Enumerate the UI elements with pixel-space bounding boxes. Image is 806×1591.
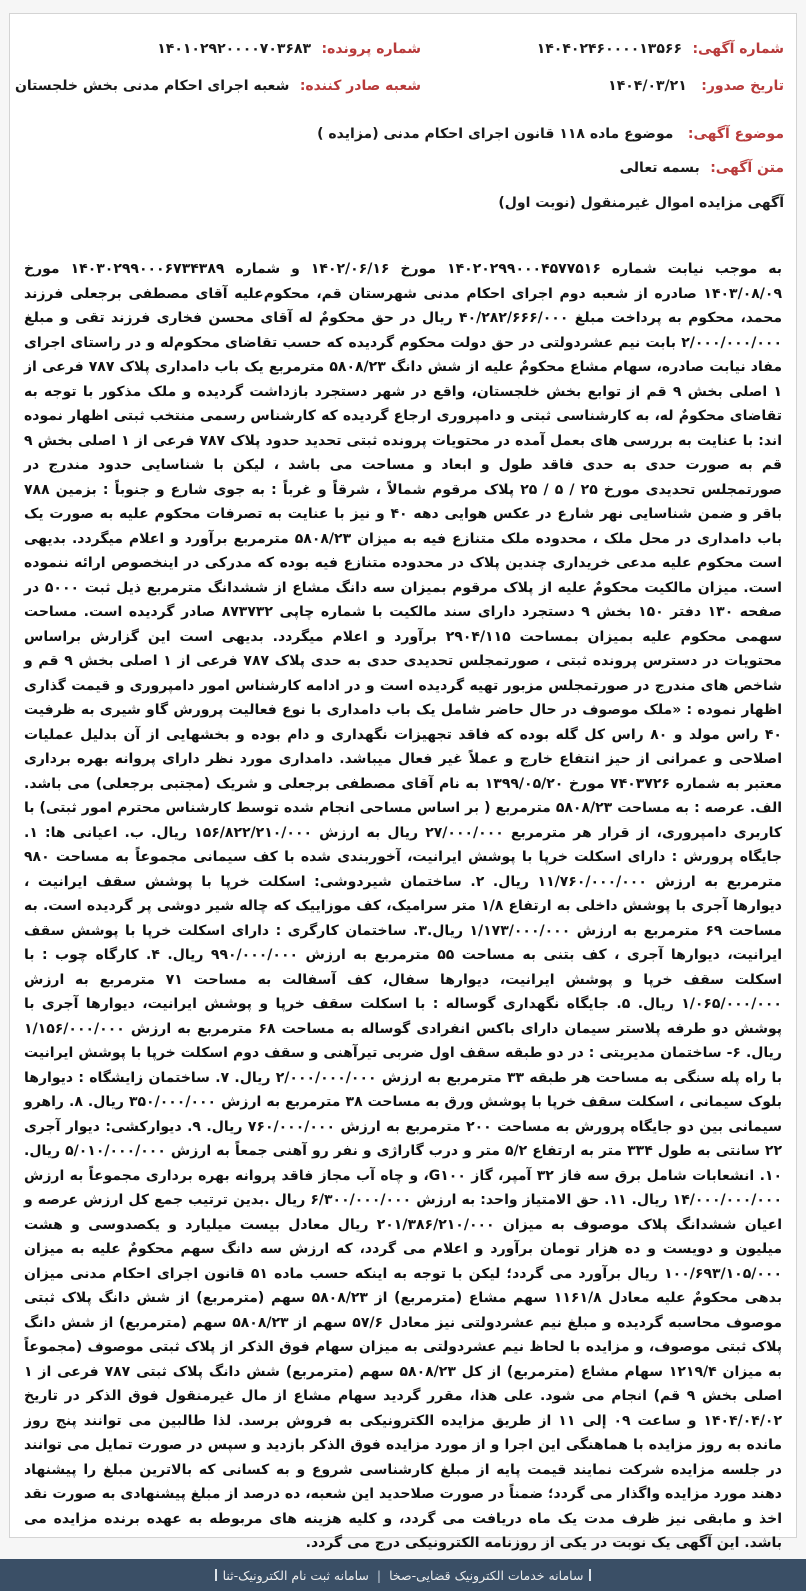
divider-bar-icon [215,1569,217,1581]
footer-link-sakha[interactable]: سامانه خدمات الکترونیک قضایی-صخا [389,1567,584,1583]
text-intro: بسمه تعالی [619,160,700,176]
issue-date-label: تاریخ صدور: [701,78,784,94]
divider-bar-icon [589,1569,591,1581]
announcement-body: به موجب نیابت شماره ۱۴۰۲۰۲۹۹۰۰۰۴۵۷۷۵۱۶ مورخ ۱۴۰۲/۰۶/۱۶ و شماره ۱۴۰۳۰۲۹۹۰۰۰۶۷۳۴۳۸۹ مورخ ۱۴۰۳/۰۸/۰۹ صادره از شعبه دوم اجرای احکام مدنی شهرستان قم، محکوم‌علیه آقای مصطفی برجعلی فرزند محمد، محکوم به پرداخت مبلغ ۴۰/۲۸۲/۶۶۶/۰۰۰ ریال در حق محکومٌ له آقای محسن فخاری فرزند تقی و مبلغ ۲/۰۰۰/۰۰۰/۰۰۰ بابت نیم عشردولتی در حق دولت محکوم گردیده که حسب تقاضای محکوم‌له و در راستای اجرای مفاد نیابت صادره، سهام مشاع محکومٌ علیه از شش دانگ ۵۸۰۸/۲۳ مترمربع یک باب دامداری پلاک ۷۸۷ فرعی از ۱ اصلی بخش ۹ قم از توابع بخش خلجستان، واقع در شهر دستجرد بازداشت گردیده و ملک مذکور با توجه به تقاضای محکومٌ له، به کارشناسی ثبتی و دامپروری ارجاع گردیده که کارشناس رسمی منتخب ثبتی اظهار نموده اند: با عنایت به بررسی های بعمل آمده در محتویات پرونده ثبتی تحدید حدود پلاک ۷۸۷ فرعی از ۱ اصلی بخش ۹ قم به صورت حدی به حدی فاقد طول و ابعاد و مساحت می باشد ، لیکن با شناسایی حدود مندرج در صورتمجلس تحدیدی مورخ ۲۵ / ۵ / ۲۵ پلاک مرقوم شمالاً ، شرقاً و غرباً : به جوی شارع و جنوباً : بزمین ۷۸۸ باقر و ضمن شناسایی نهر شارع در عکس هوایی دهه ۴۰ و نیز با عنایت به تصرفات محکوم علیه به صورت یک باب دامداری در محل ملک ، محدوده ملک متنازع فیه به میزان ۵۸۰۸/۲۳ مترمربع برآورد و اعلام میگردد. بدیهی است محکوم علیه مدعی خریداری چندین پلاک در محدوده متنازع فیه بوده که مدرکی در اینخصوص ارائه ننموده است. میزان مالکیت محکومٌ علیه از پلاک مرقوم بمیزان سه دانگ مشاع از ششدانگ مترمربع ذیل ثبت ۵۰۰۰ در صفحه ۱۳۰ دفتر ۱۵۰ بخش ۹ دستجرد دارای سند مالکیت با شماره چاپی ۸۷۳۷۳۲ صادر گردیده است. مساحت سهمی محکوم علیه بمیزان بمساحت ۲۹۰۴/۱۱۵ برآورد و اعلام میگردد. بدیهی است این گزارش براساس محتویات در دسترس پرونده ثبتی ، صورتمجلس تحدیدی حدی به حدی پلاک ۷۸۷ فرعی از ۱ اصلی بخش ۹ قم و شاخص های مندرج در صورتمجلس مزبور تهیه گردیده است و در ادامه کارشناس امور دامپروری و قیمت گذاری اظهار نموده : «ملک موصوف در حال حاضر شامل یک باب دامداری با نوع فعالیت پرورش گاو شیری به ظرفیت ۴۰ راس مولد و ۸۰ راس کل گله بوده که فاقد تجهیزات نگهداری و دام بوده و بخشهایی از آن بدلیل عملیات اصلاحی و عمرانی از حیز انتفاع خارج و عملاً غیر فعال میباشد. دامداری مورد نظر دارای پروانه بهره برداری معتبر به شماره ۷۴۰۳۷۲۶ مورخ ۱۳۹۹/۰۵/۲۰ به نام آقای مصطفی برجعلی و شریک (مجتبی برجعلی) می باشد. الف. عرصه : به مساحت ۵۸۰۸/۲۳ مترمربع ( بر اساس مساحی انجام شده توسط کارشناس محترم امور ثبتی) با کاربری دامپروری، از قرار هر مترمربع ۲۷/۰۰۰/۰۰۰ ریال به ارزش ۱۵۶/۸۲۲/۲۱۰/۰۰۰ ریال. ب. اعیانی ها: ۱. جایگاه پرورش : دارای اسکلت خرپا با پوشش ایرانیت، آخوربندی شده با کف سیمانی مجموعاً به مساحت ۹۸۰ مترمربع به ارزش ۱۱/۷۶۰/۰۰۰/۰۰۰ ریال. ۲. ساختمان شیردوشی: اسکلت خرپا با پوشش سقف ایرانیت ، دیوارها آجری با پوشش داخلی به ارتفاع ۱/۸ متر سرامیک، کف موزاییک که چاله شیر دوشی پر گردیده است. به مساحت ۶۹ مترمربع به ارزش ۱/۱۷۳/۰۰۰/۰۰۰ ریال.۳. ساختمان کارگری : دارای اسکلت خرپا با پوشش سقف ایرانیت، دیوارها آجری ، کف بتنی به مساحت ۵۵ مترمربع به ارزش ۹۹۰/۰۰۰/۰۰۰ ریال. ۴. کارگاه چوب : با اسکلت سقف خرپا و پوشش ایرانیت، دیوارها سفال، کف آسفالت به مساحت ۷۱ مترمربع به ارزش ۱/۰۶۵/۰۰۰/۰۰۰ ریال. ۵. جایگاه نگهداری گوساله : با اسکلت سقف خرپا و پوشش ایرانیت، دیوارها آجری با پوشش دو طرفه پلاستر سیمان دارای باکس انفرادی گوساله به مساحت ۶۸ مترمربع به ارزش ۱/۱۵۶/۰۰۰/۰۰۰ ریال. ۶- ساختمان مدیریتی : در دو طبقه سقف اول ضربی تیرآهنی و سقف دوم اسکلت خرپا با پوشش ایرانیت با راه پله سنگی به مساحت هر طبقه ۳۳ مترمربع به ارزش ۲/۰۰۰/۰۰۰/۰۰۰ ریال. ۷. ساختمان زایشگاه : دیوارها بلوک سیمانی ، اسکلت سقف خرپا با پوشش ورق به مساحت ۳۸ مترمربع به ارزش ۳۵۰/۰۰۰/۰۰۰ ریال. ۸. راهرو سیمانی بین دو جایگاه پرورش به مساحت ۲۰۰ مترمربع به ارزش ۷۶۰/۰۰۰/۰۰۰ ریال. ۹. دیوارکشی: دیوار آجری ۲۲ سانتی به طول ۳۳۴ متر به ارتفاع ۵/۲ متر و درب گاراژی و نفر رو آهنی جمعاً به ارزش ۵/۰۱۰/۰۰۰/۰۰۰ ریال. ۱۰. انشعابات شامل برق سه فاز ۳۲ آمپر، گاز G۱۰۰، و چاه آب مجاز فاقد پروانه بهره برداری مجموعاً به ارزش ۱۴/۰۰۰/۰۰۰/۰۰۰ ریال. ۱۱. حق الامتیاز واحد: به ارزش ۶/۳۰۰/۰۰۰/۰۰۰ ریال .بدین ترتیب جمع کل ارزش عرصه و اعیان ششدانگ پلاک موصوف به میزان ۲۰۱/۳۸۶/۲۱۰/۰۰۰ ریال معادل بیست میلیارد و یکصدوسی و هشت میلیون و دویست و ده هزار تومان برآورد و اعلام می گردد، که ارزش سه دانگ سهم محکومٌ علیه به میزان ۱۰۰/۶۹۳/۱۰۵/۰۰۰ ریال برآورد می گردد؛ لیکن با توجه به اینکه حسب ماده ۵۱ قانون اجرای احکام مدنی میزان بدهی محکومٌ علیه معادل ۱۱۶۱/۸ سهم مشاع (مترمربع) از ۵۸۰۸/۲۳ سهم (مترمربع) از شش دانگ پلاک ثبتی موصوف محاسبه گردیده و مبلغ نیم عشردولتی نیز معادل ۵۷/۶ سهم از ۵۸۰۸/۲۳ سهم (مترمربع) از شش دانگ پلاک ثبتی موصوف، و مزایده با لحاظ نیم عشردولتی به میزان سهام فوق الذکر از پلاک ثبتی موصوف (مجموعاً به میزان ۱۲۱۹/۴ سهام مشاع (مترمربع) از کل ۵۸۰۸/۲۳ سهم (مترمربع) شش دانگ پلاک ثبتی ۷۸۷ فرعی از ۱ اصلی بخش ۹ قم) انجام می شود. علی هذا، مقرر گردید سهام مشاع از مال غیرمنقول فوق الذکر در تاریخ ۱۴۰۴/۰۴/۰۲ و ساعت ۰۹ إلی ۱۱ از طریق مزایده الکترونیکی به فروش برسد. لذا طالبین می توانند پنج روز مانده به روز مزایده با هماهنگی این اجرا و از مورد مزایده فوق الذکر بازدید و سپس در صورت تمایل می توانند در جلسه مزایده شرکت نمایند قیمت پایه از مبلغ کارشناسی شروع و به کسانی که بالاترین مبلغ را پیشنهاد دهند مورد مزایده واگذار می گردد؛ ضمناً در صورت صلاحدید این شعبه، ده درصد از مبلغ پیشنهادی به صورت نقد اخذ و مابقی نیز ظرف مدت یک ماه دریافت می گردد، و کلیه هزینه های مربوطه به عهده برنده مزایده می باشد. این آگهی یک نوبت در یکی از روزنامه الکترونیکی درج می گردد. [24,261,783,1551]
subject-value: موضوع ماده ۱۱۸ قانون اجرای احکام مدنی (مزایده ) [317,126,674,142]
case-number-row [157,40,421,58]
subject-label: موضوع آگهی: [687,126,784,142]
ad-number-row [537,40,784,58]
issuer-label: شعبه صادر کننده: [299,78,421,94]
issuer-row [15,77,421,95]
announcement-heading: آگهی مزایده اموال غیرمنقول (نوبت اول) [498,195,784,211]
issuer-value: شعبه اجرای احکام مدنی بخش خلجستان [14,78,290,94]
subject-row [317,125,784,143]
heading-row [498,194,784,212]
footer-bar [0,1559,806,1591]
ad-number-label: شماره آگهی: [692,41,784,57]
footer-link-sana[interactable]: سامانه ثبت نام الکترونیک-ثنا [222,1567,369,1583]
text-row [620,159,784,177]
issue-date-row [608,77,784,95]
issue-date-value: ۱۴۰۴/۰۳/۲۱ [608,78,687,94]
text-label: متن آگهی: [710,160,784,176]
case-number-label: شماره پرونده: [321,41,421,57]
footer-separator: | [376,1567,382,1583]
announcement-card [9,13,797,1551]
case-number-value: ۱۴۰۱۰۲۹۲۰۰۰۰۷۰۳۶۸۳ [157,41,312,57]
ad-number-value: ۱۴۰۴۰۲۴۶۰۰۰۰۱۳۵۶۶ [536,41,682,57]
